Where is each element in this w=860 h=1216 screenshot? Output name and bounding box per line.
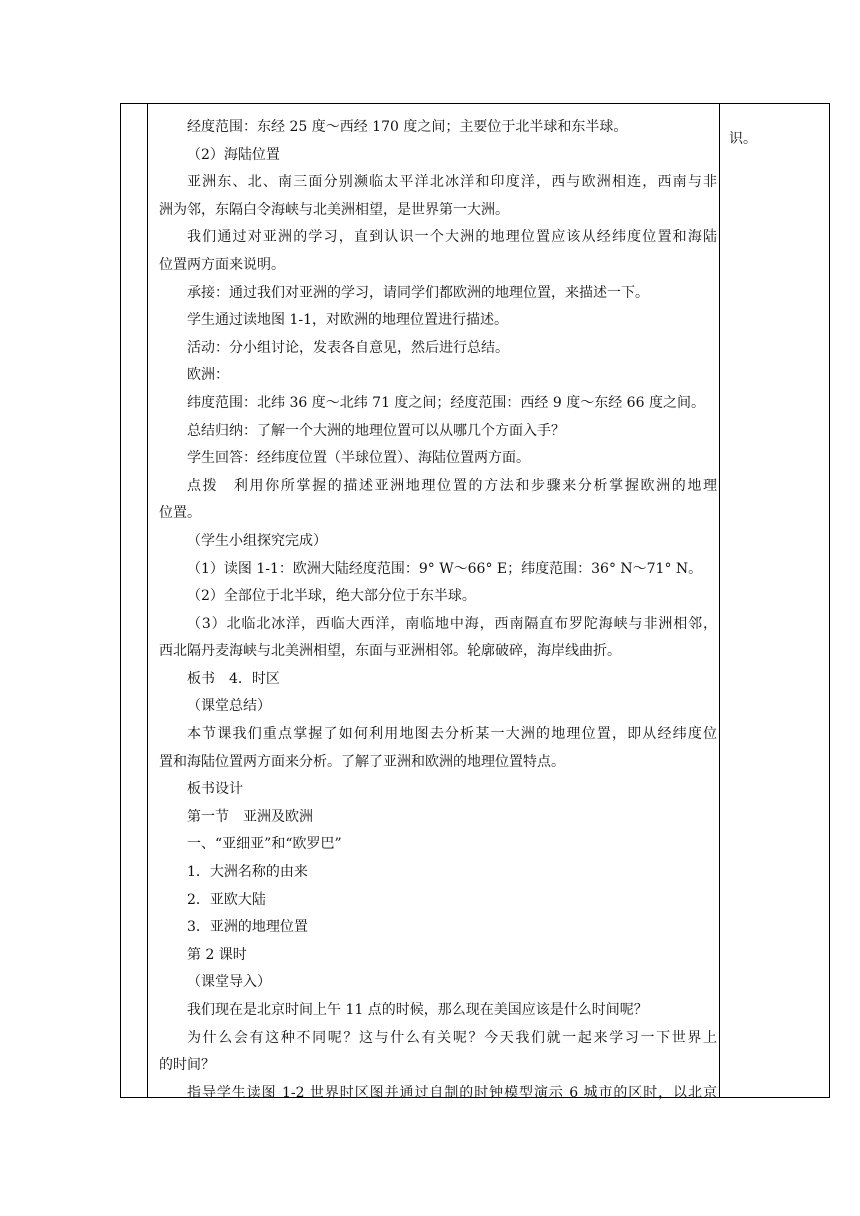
content-line: 亚洲东、北、南三面分别濒临太平洋北冰洋和印度洋，西与欧洲相连，西南与非 (187, 174, 717, 191)
content-line: （课堂导入） (187, 974, 271, 991)
content-line: 第一节 亚洲及欧洲 (187, 808, 313, 825)
lesson-table (120, 103, 830, 1101)
content-line: 2．亚欧大陆 (187, 891, 266, 908)
content-line: 承接：通过我们对亚洲的学习，请同学们都欧洲的地理位置，来描述一下。 (187, 284, 649, 301)
notes-column-text: 识。 (729, 131, 757, 147)
content-line: 纬度范围：北纬 36 度～北纬 71 度之间；经度范围：西经 9 度～东经 66 度之间。 (187, 394, 705, 411)
content-line: 1．大洲名称的由来 (187, 864, 308, 881)
content-line: 西北隔丹麦海峡与北美洲相望，东面与亚洲相邻。轮廓破碎，海岸线曲折。 (159, 643, 621, 660)
content-line: 学生通过读地图 1-1，对欧洲的地理位置进行描述。 (187, 312, 508, 329)
content-line: （2）海陆位置 (187, 146, 280, 163)
content-line: 一、“亚细亚”和“欧罗巴” (187, 836, 342, 853)
content-line: 经度范围：东经 25 度～西经 170 度之间；主要位于北半球和东半球。 (187, 119, 628, 135)
column-divider-2 (719, 104, 720, 1097)
content-line: （课堂总结） (187, 698, 271, 715)
content-line: 的时间？ (159, 1057, 215, 1074)
column-divider-1 (147, 104, 148, 1097)
content-line: 欧洲： (187, 367, 229, 384)
content-line: 总结归纳：了解一个大洲的地理位置可以从哪几个方面入手？ (187, 422, 565, 439)
content-line: 活动：分小组讨论，发表各自意见，然后进行总结。 (187, 339, 509, 356)
content-line: 位置。 (159, 505, 201, 522)
content-line: （1）读图 1-1：欧洲大陆经度范围：9° W～66° E；纬度范围：36° N～71° N。 (187, 560, 703, 577)
content-line: 置和海陆位置两方面来分析。了解了亚洲和欧洲的地理位置特点。 (159, 753, 565, 770)
content-line: 位置两方面来说明。 (159, 256, 285, 273)
content-line: 本节课我们重点掌握了如何利用地图去分析某一大洲的地理位置，即从经纬度位 (187, 726, 717, 743)
content-line: 指导学生读图 1-2 世界时区图并通过自制的时钟模型演示 6 城市的区时，以北京 (187, 1084, 717, 1101)
content-line: 板书设计 (187, 781, 243, 798)
content-line: （学生小组探究完成） (187, 532, 327, 549)
content-line: （3）北临北冰洋，西临大西洋，南临地中海，西南隔直布罗陀海峡与非洲相邻， (187, 615, 717, 632)
content-line: 第 2 课时 (187, 946, 247, 963)
content-line: 我们通过对亚洲的学习，直到认识一个大洲的地理位置应该从经纬度位置和海陆 (187, 229, 717, 246)
content-line: 我们现在是北京时间上午 11 点的时候，那么现在美国应该是什么时间呢？ (187, 1002, 648, 1018)
content-line: 洲为邻，东隔白令海峡与北美洲相望，是世界第一大洲。 (159, 201, 509, 218)
lesson-content (159, 114, 717, 1107)
content-line: 3．亚洲的地理位置 (187, 919, 308, 936)
content-line: （2）全部位于北半球，绝大部分位于东半球。 (187, 588, 476, 605)
content-line: 为什么会有这种不同呢？这与什么有关呢？今天我们就一起来学习一下世界上 (187, 1029, 717, 1046)
content-line: 点拨 利用你所掌握的描述亚洲地理位置的方法和步骤来分析掌握欧洲的地理 (187, 477, 717, 494)
content-line: 板书 4．时区 (187, 670, 280, 687)
content-line: 学生回答：经纬度位置（半球位置）、海陆位置两方面。 (187, 450, 530, 467)
